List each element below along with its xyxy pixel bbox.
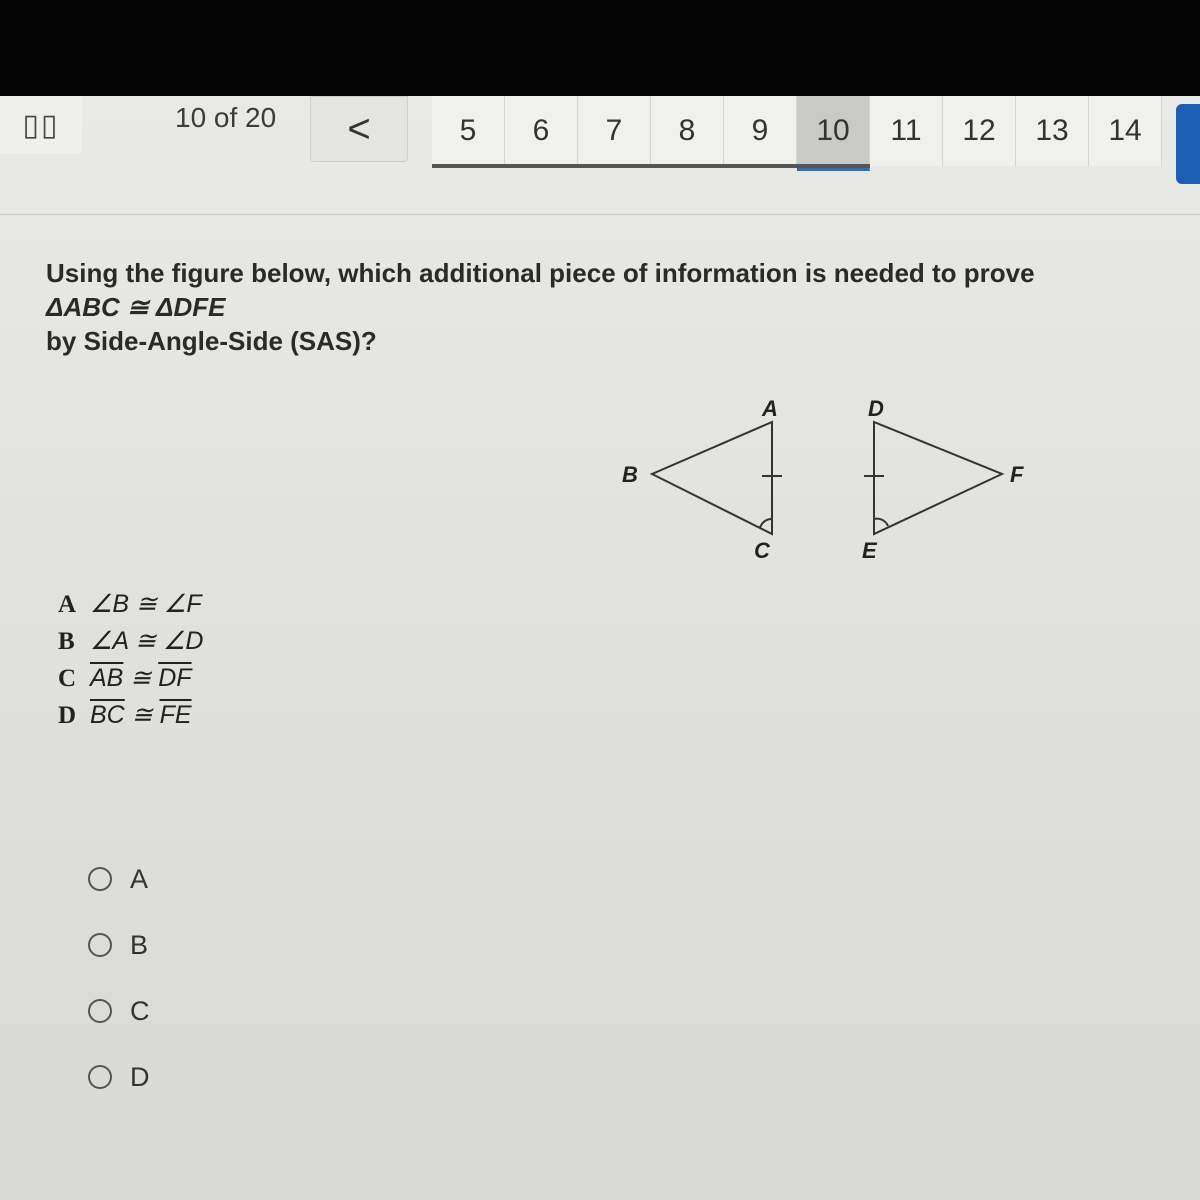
answer-options bbox=[88, 846, 150, 1110]
segment: $\overline{FE}$ bbox=[159, 701, 192, 729]
page-tab-6[interactable]: 6 bbox=[505, 96, 578, 166]
statement-letter: A bbox=[58, 591, 77, 618]
chevron-left-icon: < bbox=[347, 106, 371, 151]
statement-text bbox=[90, 660, 192, 697]
radio-button[interactable] bbox=[88, 999, 112, 1023]
page-tab-7[interactable]: 7 bbox=[578, 96, 651, 166]
test-screen bbox=[0, 96, 1200, 1200]
answer-label[interactable]: A bbox=[130, 863, 149, 894]
answer-label[interactable]: D bbox=[130, 1061, 150, 1092]
camera-frame-border bbox=[0, 0, 1200, 96]
segment: $\overline{BC}$ bbox=[90, 701, 125, 729]
answer-option-b[interactable] bbox=[88, 912, 150, 978]
label-b: B bbox=[622, 462, 638, 487]
page-tab-12[interactable]: 12 bbox=[943, 96, 1016, 166]
statement-a bbox=[58, 586, 203, 623]
triangle-abc bbox=[652, 422, 772, 534]
answer-label[interactable]: C bbox=[130, 995, 150, 1026]
congruent-symbol: ≅ bbox=[124, 701, 160, 729]
question-line-3: by Side-Angle-Side (SAS)? bbox=[46, 326, 377, 356]
statement-letter: D bbox=[58, 702, 77, 729]
question-line-2: ΔABC ≅ ΔDFE bbox=[46, 292, 226, 322]
label-a: A bbox=[762, 396, 778, 421]
statement-b bbox=[58, 623, 203, 660]
statement-d bbox=[58, 697, 203, 734]
triangle-dfe bbox=[874, 422, 1002, 534]
question-line-1: Using the figure below, which additional piece of information is needed to prove bbox=[46, 258, 1035, 288]
previous-question-button[interactable] bbox=[310, 96, 408, 162]
navigation-bar bbox=[0, 96, 1200, 214]
page-tab-9[interactable]: 9 bbox=[724, 96, 797, 166]
pause-icon: ▯▯ bbox=[22, 108, 60, 142]
segment: $\overline{DF}$ bbox=[158, 664, 192, 692]
label-e: E bbox=[862, 538, 877, 563]
answer-statements bbox=[58, 586, 203, 734]
page-tab-11[interactable]: 11 bbox=[870, 96, 943, 166]
pause-button[interactable] bbox=[0, 96, 82, 154]
angle-mark-c bbox=[760, 519, 772, 528]
page-tab-10-current[interactable]: 10 bbox=[797, 96, 870, 171]
triangles-figure bbox=[600, 386, 1060, 576]
question-prompt bbox=[46, 256, 1156, 358]
pager-progress-track bbox=[432, 164, 870, 168]
statement-c bbox=[58, 660, 203, 697]
segment: $\overline{AB}$ bbox=[90, 664, 124, 692]
question-pager bbox=[432, 96, 1162, 182]
page-tab-13[interactable]: 13 bbox=[1016, 96, 1089, 166]
header-divider bbox=[0, 214, 1200, 215]
label-f: F bbox=[1010, 462, 1024, 487]
radio-button[interactable] bbox=[88, 933, 112, 957]
question-progress: 10 of 20 bbox=[175, 102, 277, 133]
radio-button[interactable] bbox=[88, 867, 112, 891]
answer-label[interactable]: B bbox=[130, 929, 149, 960]
page-tab-5[interactable]: 5 bbox=[432, 96, 505, 166]
page-tab-14[interactable]: 14 bbox=[1089, 96, 1162, 166]
angle-mark-e bbox=[874, 519, 888, 526]
statement-letter: C bbox=[58, 665, 77, 692]
statement-letter: B bbox=[58, 628, 75, 655]
label-d: D bbox=[868, 396, 884, 421]
label-c: C bbox=[754, 538, 770, 563]
answer-option-a[interactable] bbox=[88, 846, 150, 912]
statement-text: ∠B ≅ ∠F bbox=[90, 590, 202, 618]
answer-option-d[interactable] bbox=[88, 1044, 150, 1110]
page-tab-8[interactable]: 8 bbox=[651, 96, 724, 166]
congruent-symbol: ≅ bbox=[123, 664, 159, 692]
statement-text: ∠A ≅ ∠D bbox=[90, 627, 204, 655]
answer-option-c[interactable] bbox=[88, 978, 150, 1044]
statement-text bbox=[90, 697, 192, 734]
next-button-edge[interactable] bbox=[1176, 104, 1200, 184]
radio-button[interactable] bbox=[88, 1065, 112, 1089]
